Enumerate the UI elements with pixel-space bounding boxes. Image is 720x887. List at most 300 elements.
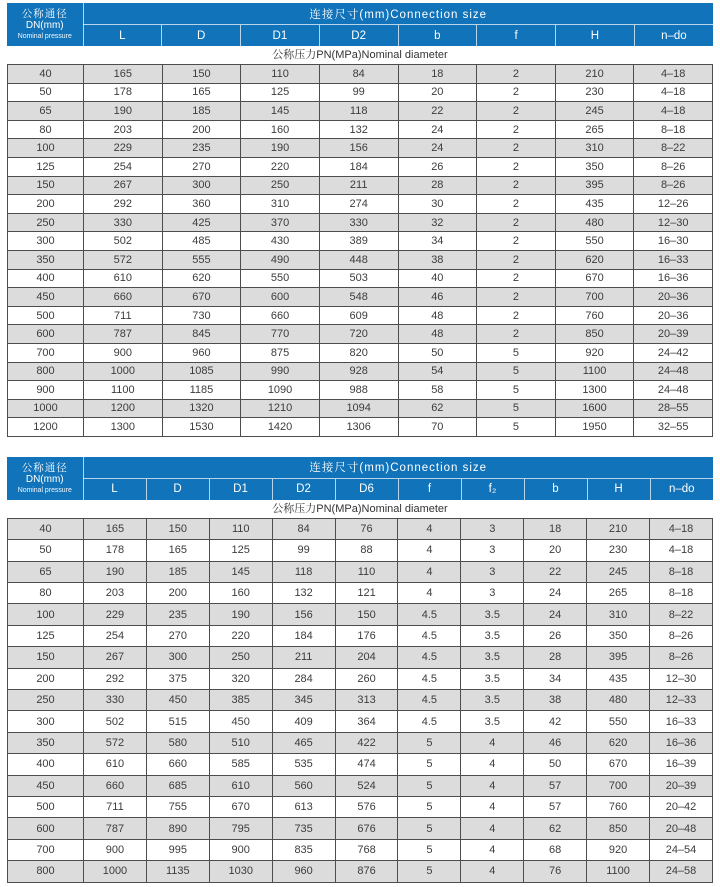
dimension-value-cell: 76	[335, 518, 398, 539]
dimension-value-cell: 68	[524, 839, 587, 860]
dimension-value-cell: 524	[335, 775, 398, 796]
dimension-value-cell: 34	[398, 232, 477, 251]
dimension-value-cell: 2	[477, 176, 556, 195]
dimension-value-cell: 4.5	[398, 711, 461, 732]
dimension-value-cell: 70	[398, 418, 477, 437]
dimension-value-cell: 26	[398, 157, 477, 176]
dimension-value-cell: 178	[84, 83, 163, 102]
dimension-value-cell: 145	[241, 102, 320, 121]
dimension-value-cell: 4	[398, 561, 461, 582]
dimension-value-cell: 5	[477, 399, 556, 418]
dimension-value-cell: 364	[335, 711, 398, 732]
dimension-value-cell: 5	[398, 732, 461, 753]
table1-connection-size-header: 连接尺寸(mm)Connection size	[309, 8, 488, 21]
dimension-value-cell: 4	[398, 540, 461, 561]
dimension-value-cell: 620	[587, 732, 650, 753]
dimension-value-cell: 670	[209, 796, 272, 817]
dimension-value-cell: 395	[555, 176, 634, 195]
dimension-value-cell: 62	[398, 399, 477, 418]
table-row	[8, 839, 713, 860]
dimension-value-cell: 24–58	[650, 861, 713, 882]
corner-dn-label: DN(mm)	[25, 474, 64, 486]
dimension-value-cell: 185	[146, 561, 209, 582]
table-row	[8, 711, 713, 732]
table-row	[8, 399, 713, 418]
dimension-value-cell: 12–30	[650, 668, 713, 689]
dimension-value-cell: 26	[524, 625, 587, 646]
dimension-value-cell: 125	[241, 83, 320, 102]
dimension-value-cell: 30	[398, 195, 477, 214]
dimension-value-cell: 40	[398, 269, 477, 288]
dimension-value-cell: 845	[162, 325, 241, 344]
dimension-value-cell: 670	[162, 288, 241, 307]
column-header-b: b	[524, 478, 587, 500]
column-header-f: f₂	[461, 478, 524, 500]
dimension-value-cell: 1100	[84, 381, 163, 400]
dimension-value-cell: 8–18	[634, 120, 713, 139]
table-row	[8, 668, 713, 689]
dimension-value-cell: 2	[477, 213, 556, 232]
dimension-value-cell: 548	[319, 288, 398, 307]
dimension-value-cell: 850	[587, 818, 650, 839]
table-row	[8, 176, 713, 195]
dimension-value-cell: 229	[84, 139, 163, 158]
dimension-value-cell: 585	[209, 754, 272, 775]
dimension-value-cell: 375	[146, 668, 209, 689]
dimension-value-cell: 2	[477, 325, 556, 344]
dimension-value-cell: 2	[477, 306, 556, 325]
dimension-value-cell: 245	[555, 102, 634, 121]
dimension-value-cell: 16–36	[634, 269, 713, 288]
dimension-value-cell: 156	[272, 604, 335, 625]
dimension-value-cell: 300	[162, 176, 241, 195]
dimension-value-cell: 1090	[241, 381, 320, 400]
table-row	[8, 625, 713, 646]
dimension-value-cell: 178	[84, 540, 147, 561]
dimension-value-cell: 425	[162, 213, 241, 232]
dimension-value-cell: 3	[461, 561, 524, 582]
dimension-value-cell: 360	[162, 195, 241, 214]
dimension-value-cell: 1950	[555, 418, 634, 437]
dimension-value-cell: 928	[319, 362, 398, 381]
dimension-value-cell: 265	[587, 583, 650, 604]
dimension-value-cell: 20–39	[650, 775, 713, 796]
dimension-value-cell: 660	[84, 775, 147, 796]
dimension-value-cell: 132	[272, 583, 335, 604]
dimension-value-cell: 190	[241, 139, 320, 158]
dimension-value-cell: 555	[162, 250, 241, 269]
dimension-value-cell: 1000	[84, 362, 163, 381]
dn-value-cell: 900	[8, 381, 84, 400]
dimension-value-cell: 2	[477, 250, 556, 269]
dn-value-cell: 150	[8, 176, 84, 195]
dimension-value-cell: 235	[162, 139, 241, 158]
dimension-value-cell: 4	[398, 518, 461, 539]
dimension-value-cell: 1185	[162, 381, 241, 400]
dimension-value-cell: 4	[398, 583, 461, 604]
dimension-value-cell: 550	[587, 711, 650, 732]
dimension-value-cell: 2	[477, 195, 556, 214]
dn-value-cell: 250	[8, 213, 84, 232]
dimension-value-cell: 8–26	[634, 157, 713, 176]
dimension-value-cell: 190	[209, 604, 272, 625]
table1-body	[7, 64, 713, 437]
dn-value-cell: 250	[8, 690, 84, 711]
dimension-value-cell: 609	[319, 306, 398, 325]
dn-value-cell: 600	[8, 325, 84, 344]
column-header-d: D	[146, 478, 209, 500]
dimension-value-cell: 267	[84, 176, 163, 195]
dimension-value-cell: 613	[272, 796, 335, 817]
dimension-value-cell: 20–48	[650, 818, 713, 839]
dimension-value-cell: 435	[555, 195, 634, 214]
dimension-value-cell: 2	[477, 232, 556, 251]
dimension-value-cell: 4–18	[634, 83, 713, 102]
dimension-value-cell: 84	[319, 65, 398, 84]
dimension-value-cell: 76	[524, 861, 587, 882]
dimension-value-cell: 176	[335, 625, 398, 646]
dimension-value-cell: 1030	[209, 861, 272, 882]
column-header-b: b	[398, 25, 477, 47]
dimension-value-cell: 4	[461, 754, 524, 775]
column-header-f: f	[398, 478, 461, 500]
dimension-value-cell: 1094	[319, 399, 398, 418]
dn-value-cell: 100	[8, 604, 84, 625]
dn-value-cell: 400	[8, 269, 84, 288]
dimension-value-cell: 38	[398, 250, 477, 269]
dimension-value-cell: 184	[272, 625, 335, 646]
dimension-value-cell: 18	[524, 518, 587, 539]
dimension-value-cell: 211	[319, 176, 398, 195]
dimension-value-cell: 20–39	[634, 325, 713, 344]
dimension-value-cell: 4–18	[634, 102, 713, 121]
dimension-value-cell: 4	[461, 839, 524, 860]
dimension-value-cell: 121	[335, 583, 398, 604]
dimension-value-cell: 20–36	[634, 288, 713, 307]
dimension-value-cell: 820	[319, 343, 398, 362]
dimension-value-cell: 3.5	[461, 668, 524, 689]
dn-value-cell: 1000	[8, 399, 84, 418]
dimension-value-cell: 787	[84, 325, 163, 344]
dimension-value-cell: 20–36	[634, 306, 713, 325]
dimension-value-cell: 485	[162, 232, 241, 251]
dimension-value-cell: 2	[477, 139, 556, 158]
dimension-value-cell: 165	[84, 65, 163, 84]
dimension-value-cell: 350	[555, 157, 634, 176]
dimension-value-cell: 700	[587, 775, 650, 796]
dimension-value-cell: 875	[241, 343, 320, 362]
table-row	[8, 83, 713, 102]
dimension-value-cell: 900	[84, 343, 163, 362]
dimension-value-cell: 385	[209, 690, 272, 711]
dimension-value-cell: 550	[241, 269, 320, 288]
dimension-value-cell: 503	[319, 269, 398, 288]
dimension-value-cell: 1530	[162, 418, 241, 437]
dimension-value-cell: 720	[319, 325, 398, 344]
column-header-d2: D2	[272, 478, 335, 500]
dimension-value-cell: 1085	[162, 362, 241, 381]
table-row	[8, 269, 713, 288]
dimension-value-cell: 660	[84, 288, 163, 307]
dimension-value-cell: 550	[555, 232, 634, 251]
dimension-value-cell: 310	[587, 604, 650, 625]
column-header-h: H	[556, 25, 635, 47]
dimension-value-cell: 28	[524, 647, 587, 668]
dimension-value-cell: 4	[461, 796, 524, 817]
dimension-value-cell: 770	[241, 325, 320, 344]
dn-value-cell: 125	[8, 625, 84, 646]
dimension-value-cell: 265	[555, 120, 634, 139]
dimension-value-cell: 676	[335, 818, 398, 839]
dimension-value-cell: 576	[335, 796, 398, 817]
dn-value-cell: 300	[8, 232, 84, 251]
dimension-value-cell: 220	[209, 625, 272, 646]
dimension-value-cell: 700	[555, 288, 634, 307]
dn-value-cell: 50	[8, 540, 84, 561]
dimension-value-cell: 465	[272, 732, 335, 753]
dimension-value-cell: 685	[146, 775, 209, 796]
table-row	[8, 861, 713, 882]
dimension-value-cell: 235	[146, 604, 209, 625]
dimension-value-cell: 5	[398, 775, 461, 796]
dimension-value-cell: 254	[84, 625, 147, 646]
dn-value-cell: 125	[8, 157, 84, 176]
column-header-d6: D6	[335, 478, 398, 500]
dimension-value-cell: 435	[587, 668, 650, 689]
dimension-value-cell: 313	[335, 690, 398, 711]
table2-corner-cell	[7, 457, 83, 500]
dimension-value-cell: 20–42	[650, 796, 713, 817]
column-header-d1: D1	[241, 25, 320, 47]
dimension-value-cell: 1420	[241, 418, 320, 437]
table-row	[8, 754, 713, 775]
table-row	[8, 561, 713, 582]
dimension-value-cell: 510	[209, 732, 272, 753]
dimension-value-cell: 125	[209, 540, 272, 561]
dimension-table-2	[7, 457, 713, 883]
dimension-value-cell: 254	[84, 157, 163, 176]
dimension-value-cell: 160	[209, 583, 272, 604]
dimension-value-cell: 165	[84, 518, 147, 539]
dimension-value-cell: 5	[398, 818, 461, 839]
table-row	[8, 796, 713, 817]
dimension-value-cell: 850	[555, 325, 634, 344]
dimension-value-cell: 24	[524, 604, 587, 625]
dimension-value-cell: 876	[335, 861, 398, 882]
dimension-value-cell: 4–18	[634, 65, 713, 84]
dimension-value-cell: 330	[84, 213, 163, 232]
dimension-value-cell: 480	[587, 690, 650, 711]
dimension-value-cell: 16–39	[650, 754, 713, 775]
dimension-value-cell: 4.5	[398, 647, 461, 668]
dimension-value-cell: 2	[477, 120, 556, 139]
dimension-value-cell: 99	[319, 83, 398, 102]
dimension-value-cell: 24	[398, 120, 477, 139]
dimension-value-cell: 2	[477, 269, 556, 288]
table-row	[8, 381, 713, 400]
table-row	[8, 818, 713, 839]
dimension-value-cell: 395	[587, 647, 650, 668]
dimension-value-cell: 5	[477, 418, 556, 437]
corner-en-label: Nominal pressure	[17, 485, 72, 494]
dimension-value-cell: 1600	[555, 399, 634, 418]
dimension-value-cell: 5	[398, 796, 461, 817]
dimension-value-cell: 768	[335, 839, 398, 860]
dimension-value-cell: 5	[477, 381, 556, 400]
dn-value-cell: 350	[8, 250, 84, 269]
dimension-value-cell: 4–18	[650, 540, 713, 561]
dimension-value-cell: 450	[146, 690, 209, 711]
dimension-value-cell: 1100	[587, 861, 650, 882]
dimension-value-cell: 320	[209, 668, 272, 689]
dimension-value-cell: 3.5	[461, 711, 524, 732]
dimension-value-cell: 1210	[241, 399, 320, 418]
column-header-l: L	[83, 25, 162, 47]
dimension-value-cell: 84	[272, 518, 335, 539]
dimension-value-cell: 110	[241, 65, 320, 84]
dimension-value-cell: 250	[209, 647, 272, 668]
dimension-value-cell: 50	[398, 343, 477, 362]
dimension-value-cell: 42	[524, 711, 587, 732]
dimension-value-cell: 57	[524, 775, 587, 796]
dimension-value-cell: 3.5	[461, 625, 524, 646]
dimension-value-cell: 330	[84, 690, 147, 711]
dimension-value-cell: 62	[524, 818, 587, 839]
dimension-value-cell: 5	[477, 343, 556, 362]
dimension-value-cell: 795	[209, 818, 272, 839]
dimension-value-cell: 1320	[162, 399, 241, 418]
dimension-value-cell: 230	[555, 83, 634, 102]
dimension-value-cell: 110	[335, 561, 398, 582]
corner-en-label: Nominal pressure	[17, 31, 72, 40]
dimension-value-cell: 16–36	[650, 732, 713, 753]
dimension-value-cell: 4–18	[650, 518, 713, 539]
dimension-value-cell: 670	[587, 754, 650, 775]
dimension-value-cell: 600	[241, 288, 320, 307]
dimension-value-cell: 16–33	[650, 711, 713, 732]
dimension-value-cell: 4	[461, 775, 524, 796]
dimension-value-cell: 580	[146, 732, 209, 753]
dimension-value-cell: 28	[398, 176, 477, 195]
dn-value-cell: 200	[8, 668, 84, 689]
table-row	[8, 139, 713, 158]
dn-value-cell: 65	[8, 561, 84, 582]
corner-dn-label: DN(mm)	[25, 20, 64, 32]
dimension-value-cell: 48	[398, 325, 477, 344]
dimension-value-cell: 711	[84, 306, 163, 325]
dn-value-cell: 700	[8, 343, 84, 362]
dimension-value-cell: 900	[84, 839, 147, 860]
dn-value-cell: 500	[8, 796, 84, 817]
dimension-value-cell: 474	[335, 754, 398, 775]
dimension-value-cell: 370	[241, 213, 320, 232]
dimension-value-cell: 572	[84, 250, 163, 269]
dimension-value-cell: 24	[398, 139, 477, 158]
dimension-value-cell: 560	[272, 775, 335, 796]
dn-value-cell: 450	[8, 775, 84, 796]
dimension-value-cell: 310	[555, 139, 634, 158]
dimension-value-cell: 230	[587, 540, 650, 561]
dimension-value-cell: 46	[524, 732, 587, 753]
dimension-table-1	[7, 3, 713, 437]
dimension-value-cell: 185	[162, 102, 241, 121]
dimension-value-cell: 5	[477, 362, 556, 381]
column-header-h: H	[587, 478, 650, 500]
dimension-value-cell: 2	[477, 102, 556, 121]
table2-column-letters	[7, 478, 713, 500]
dimension-value-cell: 1200	[84, 399, 163, 418]
column-header-d: D	[162, 25, 241, 47]
dn-value-cell: 40	[8, 65, 84, 84]
dimension-value-cell: 132	[319, 120, 398, 139]
dn-value-cell: 150	[8, 647, 84, 668]
table1-column-letters	[7, 25, 713, 47]
dimension-value-cell: 310	[241, 195, 320, 214]
dimension-value-cell: 670	[555, 269, 634, 288]
table-row	[8, 604, 713, 625]
dimension-value-cell: 250	[241, 176, 320, 195]
dn-value-cell: 600	[8, 818, 84, 839]
dimension-value-cell: 200	[162, 120, 241, 139]
table-row	[8, 65, 713, 84]
table1-corner-cell	[7, 3, 83, 46]
dimension-value-cell: 3	[461, 540, 524, 561]
dimension-value-cell: 150	[335, 604, 398, 625]
table-row	[8, 288, 713, 307]
dimension-value-cell: 8–18	[650, 561, 713, 582]
dn-value-cell: 450	[8, 288, 84, 307]
dimension-value-cell: 4.5	[398, 690, 461, 711]
dimension-value-cell: 760	[555, 306, 634, 325]
dimension-value-cell: 3	[461, 518, 524, 539]
dimension-value-cell: 118	[319, 102, 398, 121]
dimension-value-cell: 12–33	[650, 690, 713, 711]
dimension-value-cell: 220	[241, 157, 320, 176]
dimension-value-cell: 620	[555, 250, 634, 269]
dimension-value-cell: 165	[146, 540, 209, 561]
table-row	[8, 195, 713, 214]
dimension-value-cell: 58	[398, 381, 477, 400]
dimension-value-cell: 502	[84, 711, 147, 732]
dimension-value-cell: 8–26	[650, 625, 713, 646]
dimension-value-cell: 88	[335, 540, 398, 561]
table-row	[8, 232, 713, 251]
dn-value-cell: 50	[8, 83, 84, 102]
dimension-value-cell: 2	[477, 157, 556, 176]
dimension-value-cell: 330	[319, 213, 398, 232]
dimension-value-cell: 22	[524, 561, 587, 582]
table-row	[8, 518, 713, 539]
dimension-value-cell: 284	[272, 668, 335, 689]
dimension-value-cell: 409	[272, 711, 335, 732]
dimension-value-cell: 730	[162, 306, 241, 325]
dimension-value-cell: 1300	[84, 418, 163, 437]
dimension-value-cell: 480	[555, 213, 634, 232]
table2-connection-size-header: 连接尺寸(mm)Connection size	[309, 462, 488, 475]
dimension-value-cell: 190	[84, 561, 147, 582]
table-row	[8, 213, 713, 232]
dimension-value-cell: 8–18	[650, 583, 713, 604]
dimension-value-cell: 5	[398, 861, 461, 882]
dimension-value-cell: 150	[162, 65, 241, 84]
dimension-value-cell: 12–30	[634, 213, 713, 232]
dimension-value-cell: 3.5	[461, 647, 524, 668]
dimension-value-cell: 389	[319, 232, 398, 251]
dn-value-cell: 65	[8, 102, 84, 121]
dimension-value-cell: 760	[587, 796, 650, 817]
dimension-value-cell: 145	[209, 561, 272, 582]
dn-value-cell: 400	[8, 754, 84, 775]
